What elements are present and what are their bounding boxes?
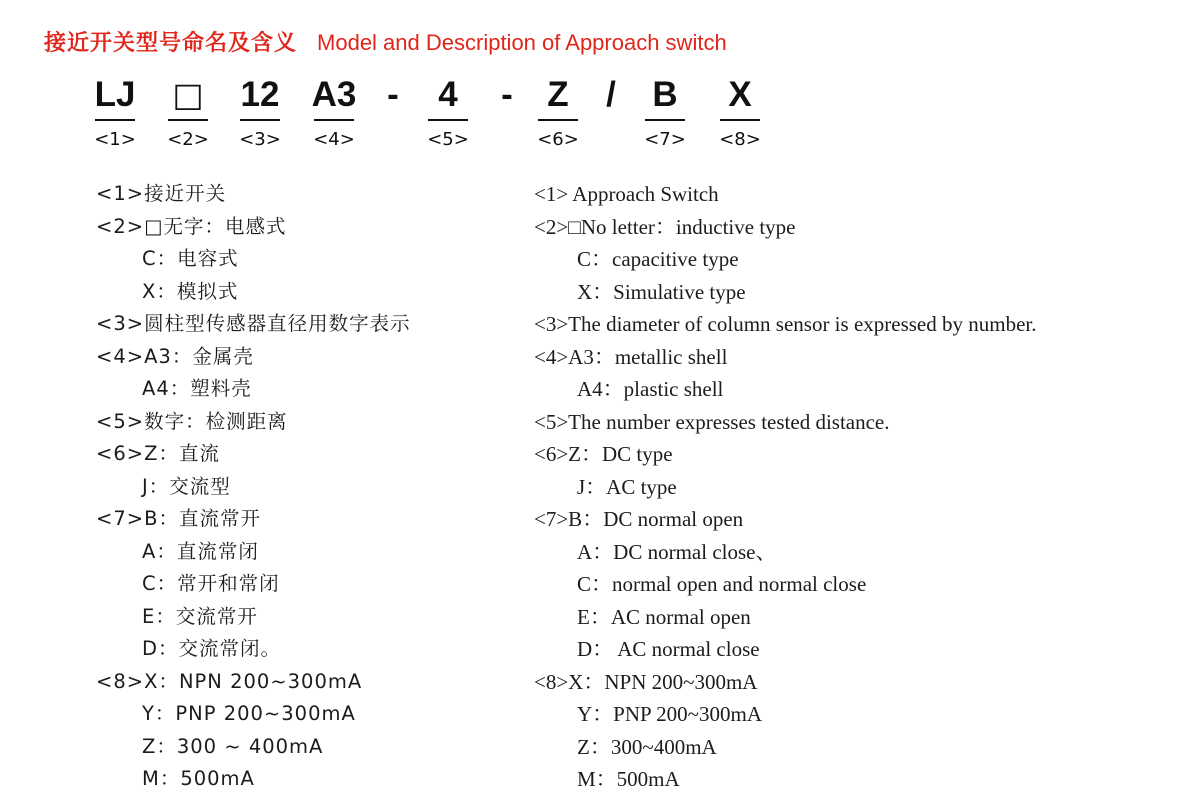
cn-item-7: <7>B：直流常开 — [96, 507, 261, 530]
code-underline — [645, 119, 685, 121]
code-underline — [720, 119, 760, 121]
chinese-description-list — [96, 178, 526, 796]
en-item-8: <8>X：NPN 200~300mA — [534, 669, 758, 694]
cn-subitem: Y：PNP 200~300mA — [142, 702, 356, 725]
code-symbol-output: B — [652, 75, 678, 114]
cn-subitem: X：模拟式 — [142, 279, 239, 303]
code-symbol-wiring: X — [728, 75, 752, 114]
cn-subitem: A4：塑料壳 — [142, 377, 252, 400]
code-index-2: <2> — [167, 129, 209, 150]
en-subitem: A：DC normal close、 — [577, 539, 777, 564]
cn-subitem: E：交流常开 — [142, 604, 258, 628]
code-index-6: <6> — [537, 129, 579, 150]
code-index-3: <3> — [239, 129, 281, 150]
cn-subitem: M：500mA — [142, 767, 255, 790]
en-subitem: J：AC type — [577, 474, 677, 499]
code-index-5: <5> — [427, 129, 469, 150]
en-item-3: <3>The diameter of column sensor is expressed by number. — [534, 312, 1037, 336]
en-subitem: C：normal open and normal close — [577, 572, 867, 596]
en-subitem: X：Simulative type — [577, 279, 746, 304]
cn-subitem: C：常开和常闭 — [142, 572, 280, 595]
cn-item-2: <2>□无字：电感式 — [96, 214, 287, 238]
code-index-7: <7> — [644, 129, 686, 150]
en-subitem: Y：PNP 200~300mA — [577, 702, 763, 726]
cn-item-3: <3>圆柱型传感器直径用数字表示 — [96, 312, 411, 335]
title-english: Model and Description of Approach switch — [317, 30, 727, 55]
cn-item-8: <8>X：NPN 200~300mA — [96, 669, 363, 693]
code-underline — [95, 119, 135, 121]
code-symbol-current: Z — [547, 75, 569, 114]
en-item-4: <4>A3：metallic shell — [534, 344, 728, 369]
cn-item-5: <5>数字：检测距离 — [96, 409, 288, 433]
code-underline — [168, 119, 208, 121]
title-chinese: 接近开关型号命名及含义 — [44, 31, 298, 56]
en-subitem: A4：plastic shell — [577, 377, 724, 401]
code-index-8: <8> — [719, 129, 761, 150]
code-symbol-shell: A3 — [311, 75, 357, 114]
en-subitem: E：AC normal open — [577, 604, 751, 629]
en-subitem: D： AC normal close — [577, 637, 760, 661]
cn-subitem: C：电容式 — [142, 247, 239, 270]
code-symbol-diameter: 12 — [240, 75, 280, 114]
cn-item-6: <6>Z：直流 — [96, 442, 220, 465]
code-index-4: <4> — [313, 129, 355, 150]
cn-subitem: J：交流型 — [142, 474, 231, 498]
en-item-2: <2>□No letter：inductive type — [534, 214, 796, 239]
code-dash: - — [501, 75, 513, 114]
code-symbol-box: □ — [172, 75, 204, 114]
en-subitem: Z：300~400mA — [577, 734, 717, 759]
model-code-diagram — [0, 0, 1200, 170]
code-underline — [428, 119, 468, 121]
en-subitem: M：500mA — [577, 767, 680, 791]
en-item-6: <6>Z：DC type — [534, 442, 673, 466]
cn-item-1: <1>接近开关 — [96, 182, 227, 205]
code-symbol-lj: LJ — [94, 75, 136, 114]
english-description-list — [534, 178, 1194, 796]
code-slash: / — [606, 75, 616, 114]
code-symbol-distance: 4 — [438, 75, 458, 114]
code-dash: - — [387, 75, 399, 114]
en-item-1: <1> Approach Switch — [534, 182, 719, 206]
code-underline — [240, 119, 280, 121]
en-subitem: C：capacitive type — [577, 247, 739, 271]
cn-subitem: A：直流常闭 — [142, 539, 259, 563]
cn-subitem: D：交流常闭。 — [142, 637, 282, 660]
cn-subitem: Z：300 ~ 400mA — [142, 734, 324, 758]
cn-item-4: <4>A3：金属壳 — [96, 344, 254, 368]
en-item-7: <7>B：DC normal open — [534, 507, 744, 531]
en-item-5: <5>The number expresses tested distance. — [534, 409, 890, 434]
code-underline — [314, 119, 354, 121]
code-underline — [538, 119, 578, 121]
code-index-1: <1> — [94, 129, 136, 150]
